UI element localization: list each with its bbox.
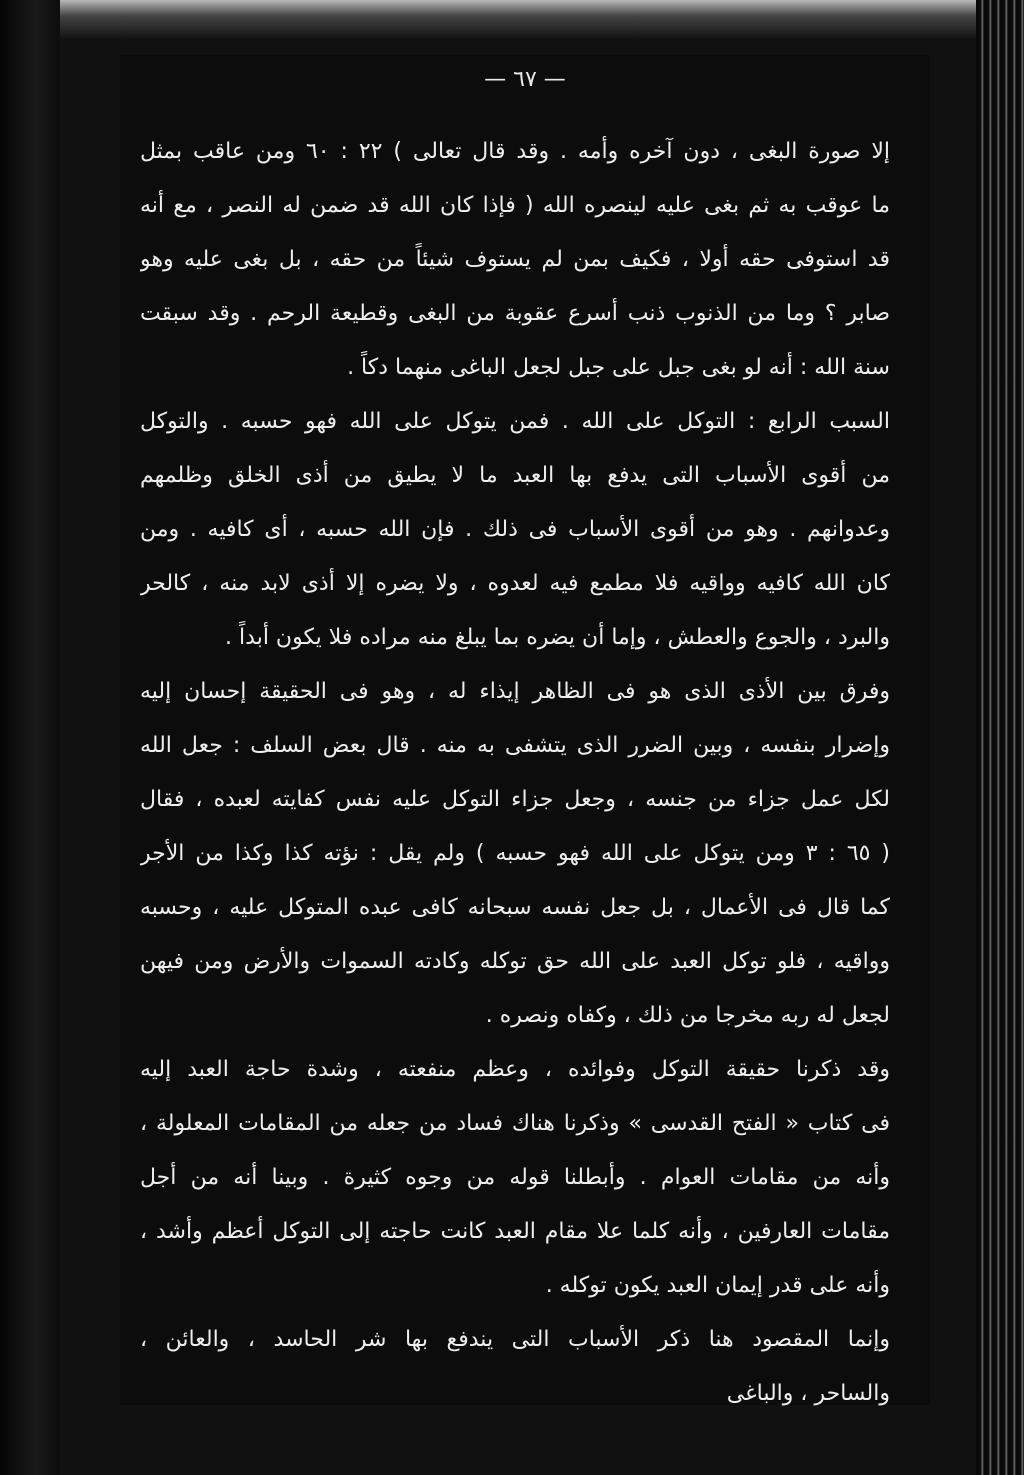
text-line: وعدوانهم . وهو من أقوى الأسباب فى ذلك . فإن الله حسبه ، أى كافيه . ومن bbox=[140, 517, 890, 542]
text-line: من أقوى الأسباب التى يدفع بها العبد ما لا يطيق من أذى الخلق وظلمهم bbox=[140, 463, 890, 488]
text-line: وإضرار بنفسه ، وبين الضرر الذى يتشفى به منه . قال بعض السلف : جعل الله bbox=[140, 733, 890, 758]
page-number: — ٦٧ — bbox=[484, 67, 566, 92]
text-line: فى كتاب « الفتح القدسى » وذكرنا هناك فساد من جعله من المقامات المعلولة ، bbox=[140, 1111, 890, 1136]
body-text bbox=[140, 125, 890, 1421]
text-line: إلا صورة البغى ، دون آخره وأمه . وقد قال تعالى ) ٢٢ : ٦٠ ومن عاقب بمثل bbox=[140, 139, 890, 164]
text-line: ما عوقب به ثم بغى عليه لينصره الله ( فإذا كان الله قد ضمن له النصر ، مع أنه bbox=[140, 193, 890, 218]
scan-right-edge bbox=[976, 0, 1024, 1475]
text-line: كما قال فى الأعمال ، بل جعل نفسه سبحانه كافى عبده المتوكل عليه ، وحسبه bbox=[140, 895, 890, 920]
text-line: وفرق بين الأذى الذى هو فى الظاهر إيذاء له ، وهو فى الحقيقة إحسان إليه bbox=[140, 679, 890, 704]
text-line: والساحر ، والباغى bbox=[726, 1381, 890, 1406]
text-line: وقد ذكرنا حقيقة التوكل وفوائده ، وعظم منفعته ، وشدة حاجة العبد إليه bbox=[140, 1057, 890, 1082]
scan-top-edge bbox=[0, 0, 1024, 40]
text-line: السبب الرابع : التوكل على الله . فمن يتوكل على الله فهو حسبه . والتوكل bbox=[140, 409, 890, 434]
text-line: قد استوفى حقه أولا ، فكيف بمن لم يستوف شيئاً من حقه ، بل بغى عليه وهو bbox=[140, 247, 890, 272]
text-line: ( ٦٥ : ٣ ومن يتوكل على الله فهو حسبه ) ولم يقل : نؤته كذا وكذا من الأجر bbox=[140, 841, 890, 866]
text-line: لجعل له ربه مخرجا من ذلك ، وكفاه ونصره . bbox=[485, 1003, 890, 1028]
text-line: والبرد ، والجوع والعطش ، وإما أن يضره بما يبلغ منه مراده فلا يكون أبداً . bbox=[225, 625, 890, 650]
text-line: وواقيه ، فلو توكل العبد على الله حق توكله وكادته السموات والأرض ومن فيهن bbox=[140, 949, 890, 974]
text-line: كان الله كافيه وواقيه فلا مطمع فيه لعدوه ، ولا يضره إلا أذى لابد منه ، كالحر bbox=[140, 571, 890, 596]
scan-left-edge bbox=[0, 0, 60, 1475]
text-line: مقامات العارفين ، وأنه كلما علا مقام العبد كانت حاجته إلى التوكل أعظم وأشد ، bbox=[140, 1219, 890, 1244]
page-area bbox=[120, 55, 930, 1405]
text-line: وأنه على قدر إيمان العبد يكون توكله . bbox=[545, 1273, 890, 1298]
text-line: وإنما المقصود هنا ذكر الأسباب التى يندفع بها شر الحاسد ، والعائن ، bbox=[140, 1327, 890, 1352]
text-line: وأنه من مقامات العوام . وأبطلنا قوله من وجوه كثيرة . وبينا أنه من أجل bbox=[140, 1165, 890, 1190]
text-line: صابر ؟ وما من الذنوب ذنب أسرع عقوبة من البغى وقطيعة الرحم . وقد سبقت bbox=[140, 301, 890, 326]
text-line: سنة الله : أنه لو بغى جبل على جبل لجعل الباغى منهما دكاً . bbox=[347, 355, 890, 380]
text-line: لكل عمل جزاء من جنسه ، وجعل جزاء التوكل عليه نفس كفايته لعبده ، فقال bbox=[140, 787, 890, 812]
